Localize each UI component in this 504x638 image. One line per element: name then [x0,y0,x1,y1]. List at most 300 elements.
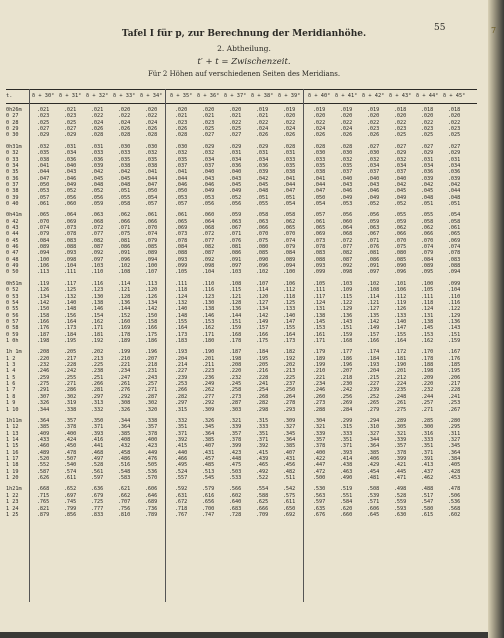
table-cell: .054 [144,194,158,201]
table-cell: .023 [447,126,461,133]
table-cell: .102 [366,280,380,287]
table-cell: .279 [366,406,380,413]
table-cell: .202 [90,349,104,356]
row-time-label: 0 38 [6,188,19,195]
row-time-label: 1 2 [6,355,16,362]
table-cell: .055 [420,212,434,219]
table-cell: .094 [36,250,50,257]
table-cell: .215 [366,374,380,381]
table-cell: .157 [255,325,269,332]
table-cell: .035 [174,156,188,163]
table-cell: .116 [201,287,215,294]
table-cell: .021 [201,113,215,120]
table-cell: .032 [393,156,407,163]
table-cell: .116 [90,280,104,287]
table-cell: .528 [90,462,104,469]
table-cell: .833 [90,511,104,518]
table-cell: .052 [90,188,104,195]
table-cell: .130 [201,299,215,306]
row-time-label: 1 19 [6,468,19,475]
table-cell: .096 [255,263,269,270]
table-cell: .062 [282,218,296,225]
table-cell: .392 [174,436,188,443]
row-time-label: 1 23 [6,499,19,506]
table-cell: .046 [366,188,380,195]
table-cell: .429 [366,462,380,469]
table-cell: .071 [228,231,242,238]
column-header: δ + 36° [197,93,220,99]
column-header: δ + 40° [308,93,331,99]
table-cell: .097 [366,269,380,276]
table-cell: .044 [36,169,50,176]
table-cell: .606 [144,486,158,493]
table-cell: .047 [312,188,326,195]
table-cell: .128 [228,299,242,306]
table-cell: .258 [228,387,242,394]
table-cell: .035 [282,162,296,169]
table-cell: .707 [117,499,131,506]
table-cell: .364 [201,430,215,437]
table-cell: .326 [36,400,50,407]
column-header: δ + 30° [32,93,55,99]
table-cell: .134 [255,306,269,313]
table-cell: .020 [393,113,407,120]
table-cell: .059 [393,218,407,225]
table-cell: .095 [420,269,434,276]
table-cell: .856 [63,511,77,518]
row-time-label: 1h21m [6,486,22,493]
table-cell: .043 [201,175,215,182]
table-cell: .023 [366,126,380,133]
table-cell: .810 [117,511,131,518]
table-cell: .393 [339,449,353,456]
table-cell: .129 [339,306,353,313]
table-cell: .171 [90,325,104,332]
table-cell: .184 [366,355,380,362]
table-cell: .138 [201,306,215,313]
table-cell: .073 [312,237,326,244]
table-cell: .025 [201,126,215,133]
table-cell: .084 [36,237,50,244]
table-cell: .103 [339,280,353,287]
table-cell: .071 [366,237,380,244]
page-number: 55 [434,23,446,33]
table-cell: .070 [282,231,296,238]
table-cell: .040 [339,175,353,182]
table-cell: .047 [282,188,296,195]
table-cell: .065 [36,212,50,219]
table-cell: .079 [144,237,158,244]
table-cell: .505 [144,462,158,469]
table-cell: .020 [339,113,353,120]
table-cell: .023 [36,113,50,120]
table-cell: .666 [255,505,269,512]
table-cell: .106 [282,280,296,287]
row-time-label: 0 52 [6,287,19,294]
table-cell: .145 [312,318,326,325]
page-edge [488,0,504,638]
table-cell: .104 [201,269,215,276]
table-cell: .393 [90,430,104,437]
table-cell: .089 [420,263,434,270]
table-cell: .495 [174,462,188,469]
table-cell: .662 [117,492,131,499]
table-cell: .134 [36,293,50,300]
table-cell: .441 [90,443,104,450]
table-cell: .022 [255,119,269,126]
table-cell: .488 [420,486,434,493]
table-cell: .060 [201,212,215,219]
table-cell: .205 [255,362,269,369]
row-time-label: 1 15 [6,443,19,450]
table-cell: .458 [117,449,131,456]
table-cell: .020 [174,107,188,113]
table-cell: .332 [174,417,188,424]
table-cell: .085 [144,244,158,251]
table-cell: .090 [255,256,269,263]
table-cell: .081 [228,244,242,251]
table-cell: .218 [144,362,158,369]
table-cell: .056 [201,200,215,207]
table-cell: .432 [117,443,131,450]
table-cell: .111 [312,287,326,294]
table-cell: .079 [36,231,50,238]
table-cell: .045 [90,175,104,182]
table-cell: .399 [228,443,242,450]
row-time-label: 0h51m [6,280,22,287]
table-cell: .038 [312,169,326,176]
table-cell: .231 [144,368,158,375]
row-time-label: 1 13 [6,430,19,437]
table-cell: .511 [282,475,296,482]
table-cell: .033 [282,156,296,163]
table-cell: .357 [63,417,77,424]
table-cell: .676 [312,511,326,518]
table-cell: .061 [36,200,50,207]
table-cell: .105 [420,287,434,294]
table-cell: .086 [228,250,242,257]
table-cell: .140 [174,306,188,313]
row-time-label: 1h11m [6,417,22,424]
table-group [6,212,477,275]
table-cell: .462 [420,475,434,482]
table-cell: .030 [339,150,353,157]
table-cell: .027 [393,143,407,150]
table-cell: .020 [366,113,380,120]
table-cell: .027 [63,126,77,133]
table-cell: .103 [228,269,242,276]
table-cell: .208 [36,349,50,356]
table-cell: .453 [447,475,461,482]
table-cell: .074 [447,244,461,251]
table-cell: .232 [228,374,242,381]
table-cell: .158 [36,312,50,319]
table-cell: .042 [117,169,131,176]
row-time-label: 1 14 [6,436,19,443]
table-cell: .672 [174,499,188,506]
table-cell: .315 [339,424,353,431]
table-cell: .026 [174,126,188,133]
table-cell: .508 [366,486,380,493]
table-cell: .123 [201,293,215,300]
table-cell: .022 [228,119,242,126]
table-cell: .065 [282,225,296,232]
table-cell: .189 [312,355,326,362]
table-cell: .043 [228,175,242,182]
table-cell: .166 [144,325,158,332]
table-cell: .051 [282,194,296,201]
row-time-label: 0 56 [6,312,19,319]
table-cell: .066 [420,231,434,238]
table-cell: .072 [201,231,215,238]
row-time-label: 0 59 [6,331,19,338]
table-cell: .027 [447,143,461,150]
table-cell: .076 [228,237,242,244]
table-cell: .378 [393,449,407,456]
table-cell: .315 [174,406,188,413]
table-cell: .309 [282,417,296,424]
table-cell: .551 [339,492,353,499]
table-cell: .022 [366,119,380,126]
table-cell: .022 [447,119,461,126]
row-time-label: 0 29 [6,126,19,133]
table-cell: .351 [174,424,188,431]
row-time-label: 0 39 [6,194,19,201]
table-cell: .660 [339,511,353,518]
table-cell: .020 [447,113,461,120]
table-cell: .026 [312,132,326,139]
table-cell: .111 [63,269,77,276]
table-cell: .108 [366,287,380,294]
table-cell: .078 [63,231,77,238]
table-cell: .065 [312,225,326,232]
table-cell: .288 [312,406,326,413]
table-cell: .195 [255,355,269,362]
table-cell: .339 [312,430,326,437]
table-cell: .175 [144,331,158,338]
table-cell: .098 [63,256,77,263]
table-cell: .108 [228,280,242,287]
table-cell: .159 [447,337,461,344]
table-cell: .463 [339,468,353,475]
table-cell: .064 [201,218,215,225]
table-cell: .053 [174,194,188,201]
table-cell: .040 [63,162,77,169]
table-cell: .083 [447,256,461,263]
table-cell: .066 [144,218,158,225]
table-cell: .100 [420,280,434,287]
table-cell: .350 [90,417,104,424]
table-cell: .571 [366,499,380,506]
table-cell: .540 [63,462,77,469]
table-cell: .118 [174,287,188,294]
table-cell: .129 [447,312,461,319]
table-cell: .178 [117,331,131,338]
table-cell: .266 [90,381,104,388]
table-cell: .072 [90,225,104,232]
table-cell: .620 [339,505,353,512]
table-cell: .242 [63,368,77,375]
table-cell: .486 [117,456,131,462]
row-time-label: 1 0h [6,337,19,344]
table-cell: .266 [174,387,188,394]
table-cell: .097 [228,263,242,270]
table-cell: .260 [312,393,326,400]
table-group [6,486,477,518]
table-cell: .230 [339,381,353,388]
table-cell: .142 [144,306,158,313]
row-time-label: 1 10 [6,406,19,413]
table-cell: .542 [282,486,296,493]
table-cell: .112 [282,287,296,294]
table-cell: .023 [420,126,434,133]
table-cell: .126 [36,287,50,294]
table-cell: .516 [117,462,131,469]
table-cell: .186 [339,355,353,362]
formula: t′ + t = Zwischenzeit. [197,57,291,67]
table-cell: .326 [117,406,131,413]
table-cell: .271 [144,387,158,394]
table-cell: .055 [393,212,407,219]
table-cell: .115 [228,287,242,294]
table-cell: .180 [201,337,215,344]
table-cell: .597 [90,475,104,482]
table-cell: .026 [282,132,296,139]
table-cell: .087 [90,244,104,251]
table-cell: .592 [174,486,188,493]
table-cell: .028 [117,132,131,139]
table-cell: .497 [90,456,104,462]
table-cell: .101 [393,280,407,287]
table-cell: .040 [393,175,407,182]
table-cell: .035 [117,156,131,163]
table-cell: .164 [393,337,407,344]
table-cell: .024 [282,126,296,133]
table-cell: .225 [90,362,104,369]
table-cell: .049 [366,194,380,201]
table-cell: .292 [201,400,215,407]
table-cell: .083 [312,250,326,257]
table-cell: .575 [282,492,296,499]
table-cell: .051 [447,200,461,207]
table-cell: .078 [174,237,188,244]
table-cell: .119 [36,280,50,287]
table-cell: .043 [366,181,380,188]
table-cell: .051 [117,188,131,195]
table-cell: .378 [228,436,242,443]
table-cell: .032 [366,156,380,163]
table-cell: .234 [117,368,131,375]
row-time-label: 0 36 [6,175,19,182]
table-cell: .020 [117,107,131,113]
table-cell: .548 [117,468,131,475]
table-cell: .153 [420,331,434,338]
table-cell: .106 [36,263,50,270]
table-cell: .021 [174,113,188,120]
column-header: δ + 42° [362,93,385,99]
table-cell: .050 [312,194,326,201]
table-cell: .438 [339,462,353,469]
row-time-label: 0 33 [6,156,19,163]
table-cell: .177 [339,349,353,356]
table-cell: .079 [282,244,296,251]
row-time-label: 0 35 [6,169,19,176]
row-time-label: 0 46 [6,244,19,251]
table-cell: .287 [228,400,242,407]
row-time-label: 0h26m [6,107,22,113]
table-cell: .029 [255,143,269,150]
table-cell: .078 [447,250,461,257]
column-header: δ + 45° [443,93,466,99]
table-cell: .148 [63,306,77,313]
table-cell: .115 [339,293,353,300]
table-cell: .357 [144,424,158,431]
table-cell: .364 [447,449,461,456]
table-cell: .151 [447,331,461,338]
table-cell: .093 [63,250,77,257]
table-cell: .021 [255,113,269,120]
table-cell: .121 [366,299,380,306]
table-cell: .198 [228,355,242,362]
table-cell: .405 [447,462,461,469]
table-cell: .166 [255,331,269,338]
table-cell: .089 [282,256,296,263]
table-cell: .179 [312,349,326,356]
table-cell: .406 [366,456,380,462]
table-cell: .718 [174,505,188,512]
table-cell: .284 [339,406,353,413]
table-cell: .524 [174,468,188,475]
table-cell: .384 [447,456,461,462]
table-cell: .031 [420,156,434,163]
table-cell: .259 [36,374,50,381]
table-cell: .059 [90,200,104,207]
table-cell: .113 [144,280,158,287]
table-cell: .689 [144,499,158,506]
table-cell: .196 [144,349,158,356]
table-cell: .070 [393,237,407,244]
table-cell: .297 [90,393,104,400]
table-cell: .228 [63,362,77,369]
table-cell: .026 [144,126,158,133]
table-cell: .084 [282,250,296,257]
table-cell: .036 [90,156,104,163]
table-cell: .048 [117,181,131,188]
row-time-label: 1 5 [6,374,16,381]
row-time-label: 1 12 [6,424,19,431]
column-header: δ + 39° [278,93,301,99]
table-cell: .206 [447,374,461,381]
table-cell: .364 [117,424,131,431]
table-cell: .636 [90,486,104,493]
table-cell: .144 [228,312,242,319]
table-cell: .104 [63,263,77,270]
table-cell: .058 [117,200,131,207]
table-cell: .476 [144,456,158,462]
table-cell: .407 [282,449,296,456]
page-title: Tafel I für p, zur Berechnung der Meridianhöhe. [121,29,367,39]
table-cell: .033 [117,150,131,157]
table-cell: .044 [144,175,158,182]
table-cell: .276 [117,387,131,394]
table-cell: .029 [420,150,434,157]
table-cell: .879 [36,511,50,518]
table-cell: .186 [144,337,158,344]
table-cell: .029 [63,132,77,139]
table-cell: .066 [255,225,269,232]
table-cell: .173 [174,331,188,338]
table-cell: .140 [393,318,407,325]
